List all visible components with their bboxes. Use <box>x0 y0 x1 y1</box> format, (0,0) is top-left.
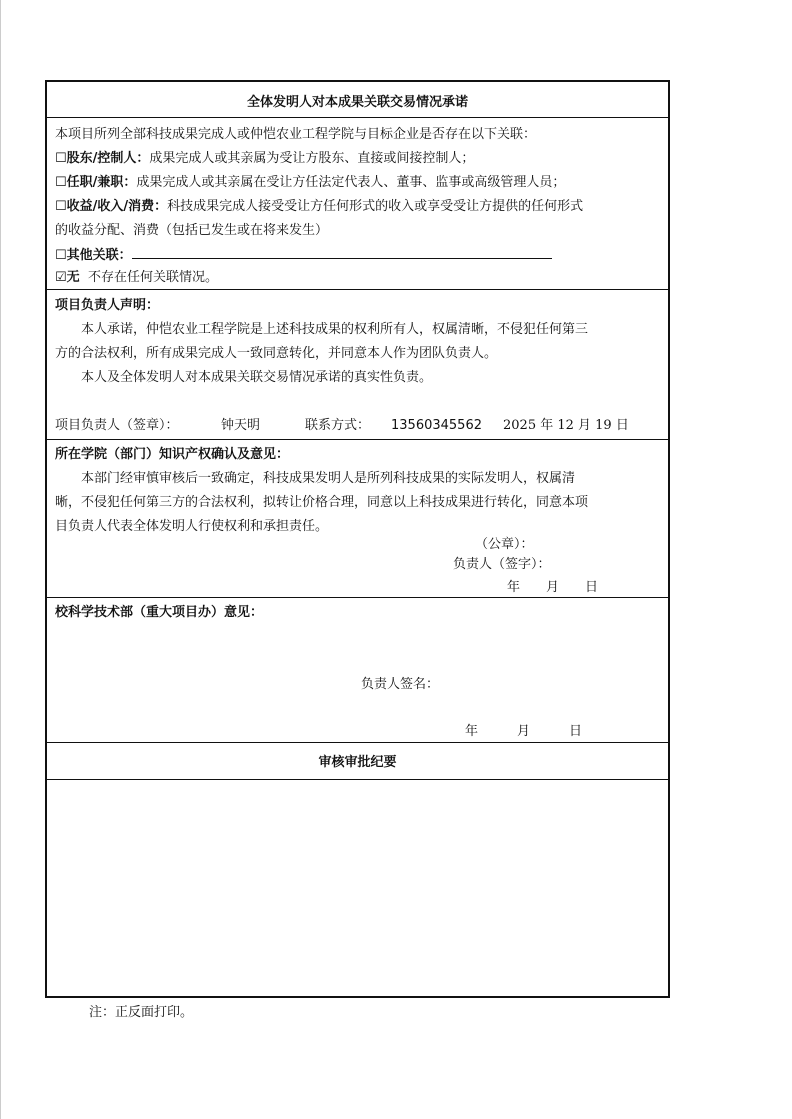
relation-intro: 本项目所列全部科技成果完成人或仲恺农业工程学院与目标企业是否存在以下关联： <box>55 127 537 142</box>
college-p1c: 目负责人代表全体发明人行使权利和承担责任。 <box>55 519 329 534</box>
college-date: 年 月 日 <box>507 580 599 595</box>
leader-date: 2025 年 12 月 19 日 <box>503 418 629 433</box>
college-p1a: 本部门经审慎审核后一致确定，科技成果发明人是所列科技成果的实际发明人，权属清 <box>81 471 576 486</box>
divider <box>47 439 668 440</box>
checkbox-unchecked-icon[interactable]: ☐ <box>55 175 67 190</box>
contact-label: 联系方式： <box>305 418 371 433</box>
divider <box>47 597 668 598</box>
option-position: ☐任职/兼职：成果完成人或其亲属在受让方任法定代表人、董事、监事或高级管理人员； <box>55 175 566 190</box>
leader-name: 钟天明 <box>221 418 261 433</box>
review-notes-area[interactable] <box>47 781 668 996</box>
option-income: ☐收益/收入/消费：科技成果完成人接受受让方任何形式的收入或享受受让方提供的任何形式 <box>55 199 584 214</box>
option-shareholder: ☐股东/控制人：成果完成人或其亲属为受让方股东、直接或间接控制人； <box>55 151 475 166</box>
divider <box>47 289 668 290</box>
checkbox-unchecked-icon[interactable]: ☐ <box>55 248 67 263</box>
leader-sign-label: 项目负责人（签章）： <box>55 418 179 433</box>
form-title: 全体发明人对本成果关联交易情况承诺 <box>246 95 468 110</box>
leader-p2: 本人及全体发明人对本成果关联交易情况承诺的真实性负责。 <box>81 370 433 385</box>
divider <box>47 779 668 780</box>
option-other: ☐其他关联： <box>55 246 552 265</box>
review-title: 审核审批纪要 <box>318 755 397 770</box>
checkbox-checked-icon[interactable]: ☑ <box>55 270 67 285</box>
phone: 13560345562 <box>391 418 482 433</box>
college-seal: （公章）： <box>475 537 534 552</box>
commitment-form <box>45 80 670 998</box>
school-heading: 校科学技术部（重大项目办）意见： <box>55 605 264 620</box>
divider <box>47 117 668 118</box>
college-p1b: 晰，不侵犯任何第三方的合法权利，拟转让价格合理，同意以上科技成果进行转化，同意本项 <box>55 495 589 510</box>
school-date: 年 月 日 <box>465 724 583 739</box>
college-heading: 所在学院（部门）知识产权确认及意见： <box>55 447 290 462</box>
college-signer: 负责人（签字）： <box>453 557 551 572</box>
leader-heading: 项目负责人声明： <box>55 298 160 313</box>
divider <box>47 742 668 743</box>
option-none: ☑无 不存在任何关联情况。 <box>55 270 218 285</box>
checkbox-unchecked-icon[interactable]: ☐ <box>55 151 67 166</box>
footnote: 注：正反面打印。 <box>89 1005 194 1020</box>
other-blank-line[interactable] <box>132 246 552 259</box>
option-income-cont: 的收益分配、消费（包括已发生或在将来发生） <box>55 223 329 238</box>
checkbox-unchecked-icon[interactable]: ☐ <box>55 199 67 214</box>
leader-p1a: 本人承诺，仲恺农业工程学院是上述科技成果的权利所有人，权属清晰，不侵犯任何第三 <box>81 322 589 337</box>
school-signer: 负责人签名： <box>361 677 440 692</box>
leader-p1b: 方的合法权利，所有成果完成人一致同意转化，并同意本人作为团队负责人。 <box>55 346 498 361</box>
